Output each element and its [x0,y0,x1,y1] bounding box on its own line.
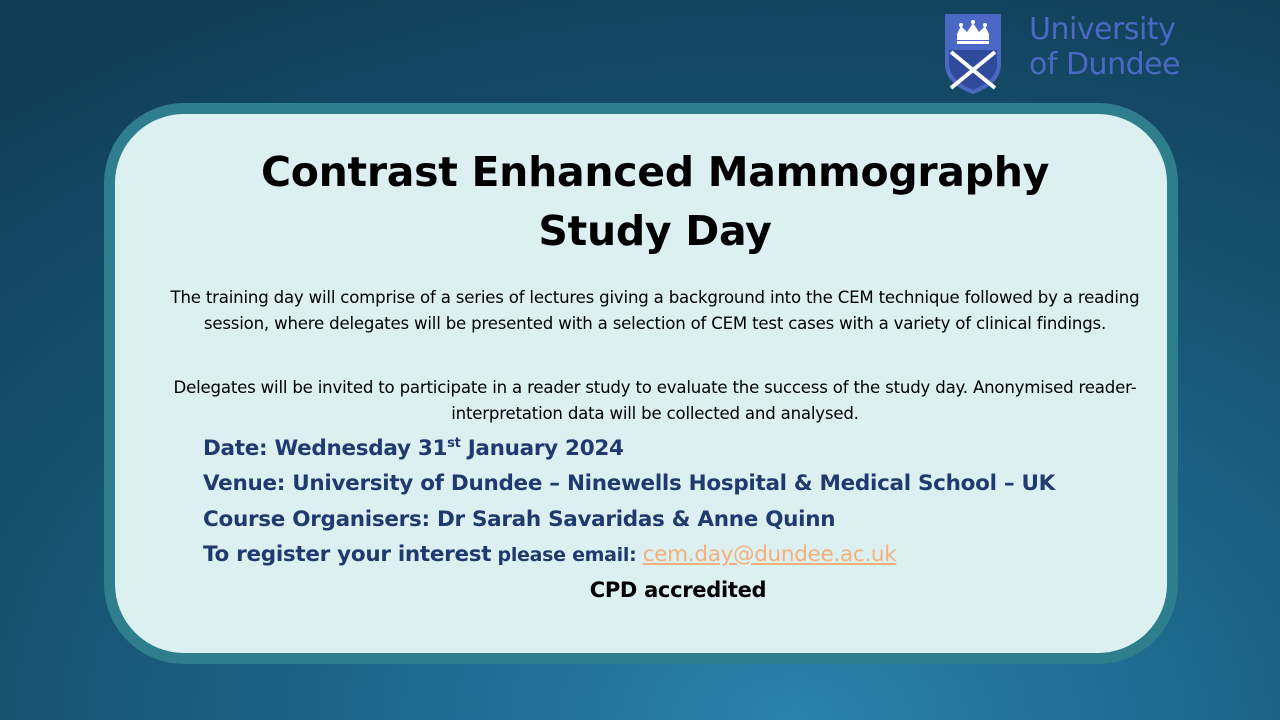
title-line2: Study Day [538,207,772,255]
course-organisers: Course Organisers: Dr Sarah Savaridas & Anne Quinn [203,506,836,532]
event-venue: Venue: University of Dundee – Ninewells Hospital & Medical School – UK [203,471,1055,497]
university-name [1029,12,1180,82]
page-title [205,143,1105,261]
register-prefix: To register your interest [203,541,492,567]
title-line1: Contrast Enhanced Mammography [260,148,1050,196]
description-paragraph-2: Delegates will be invited to participate in a reader study to evaluate the success of the study day. Anonymised reader-interpretation data will be collected and analysed. [173,378,1137,423]
description-paragraph-1: The training day will comprise of a series of lectures giving a background into the CEM technique followed by a reading session, where delegates will be presented with a selection of CEM test cases with a variety of clinical findings. [170,288,1140,333]
event-details [203,431,1153,573]
shield-crest-icon [943,12,1003,96]
date-suffix: January 2024 [460,436,624,461]
email-link[interactable]: cem.day@dundee.ac.uk [642,541,897,567]
date-ordinal-suffix: st [447,436,461,451]
date-prefix: Date: Wednesday 31 [203,436,448,461]
university-logo [943,12,1193,98]
register-email-prompt: please email: [491,543,643,566]
university-name-line2: of Dundee [1029,47,1181,82]
event-date [203,431,1153,466]
registration-line [203,537,1153,573]
university-name-line1: University [1029,12,1176,47]
cpd-accredited-label: CPD accredited [589,578,767,602]
